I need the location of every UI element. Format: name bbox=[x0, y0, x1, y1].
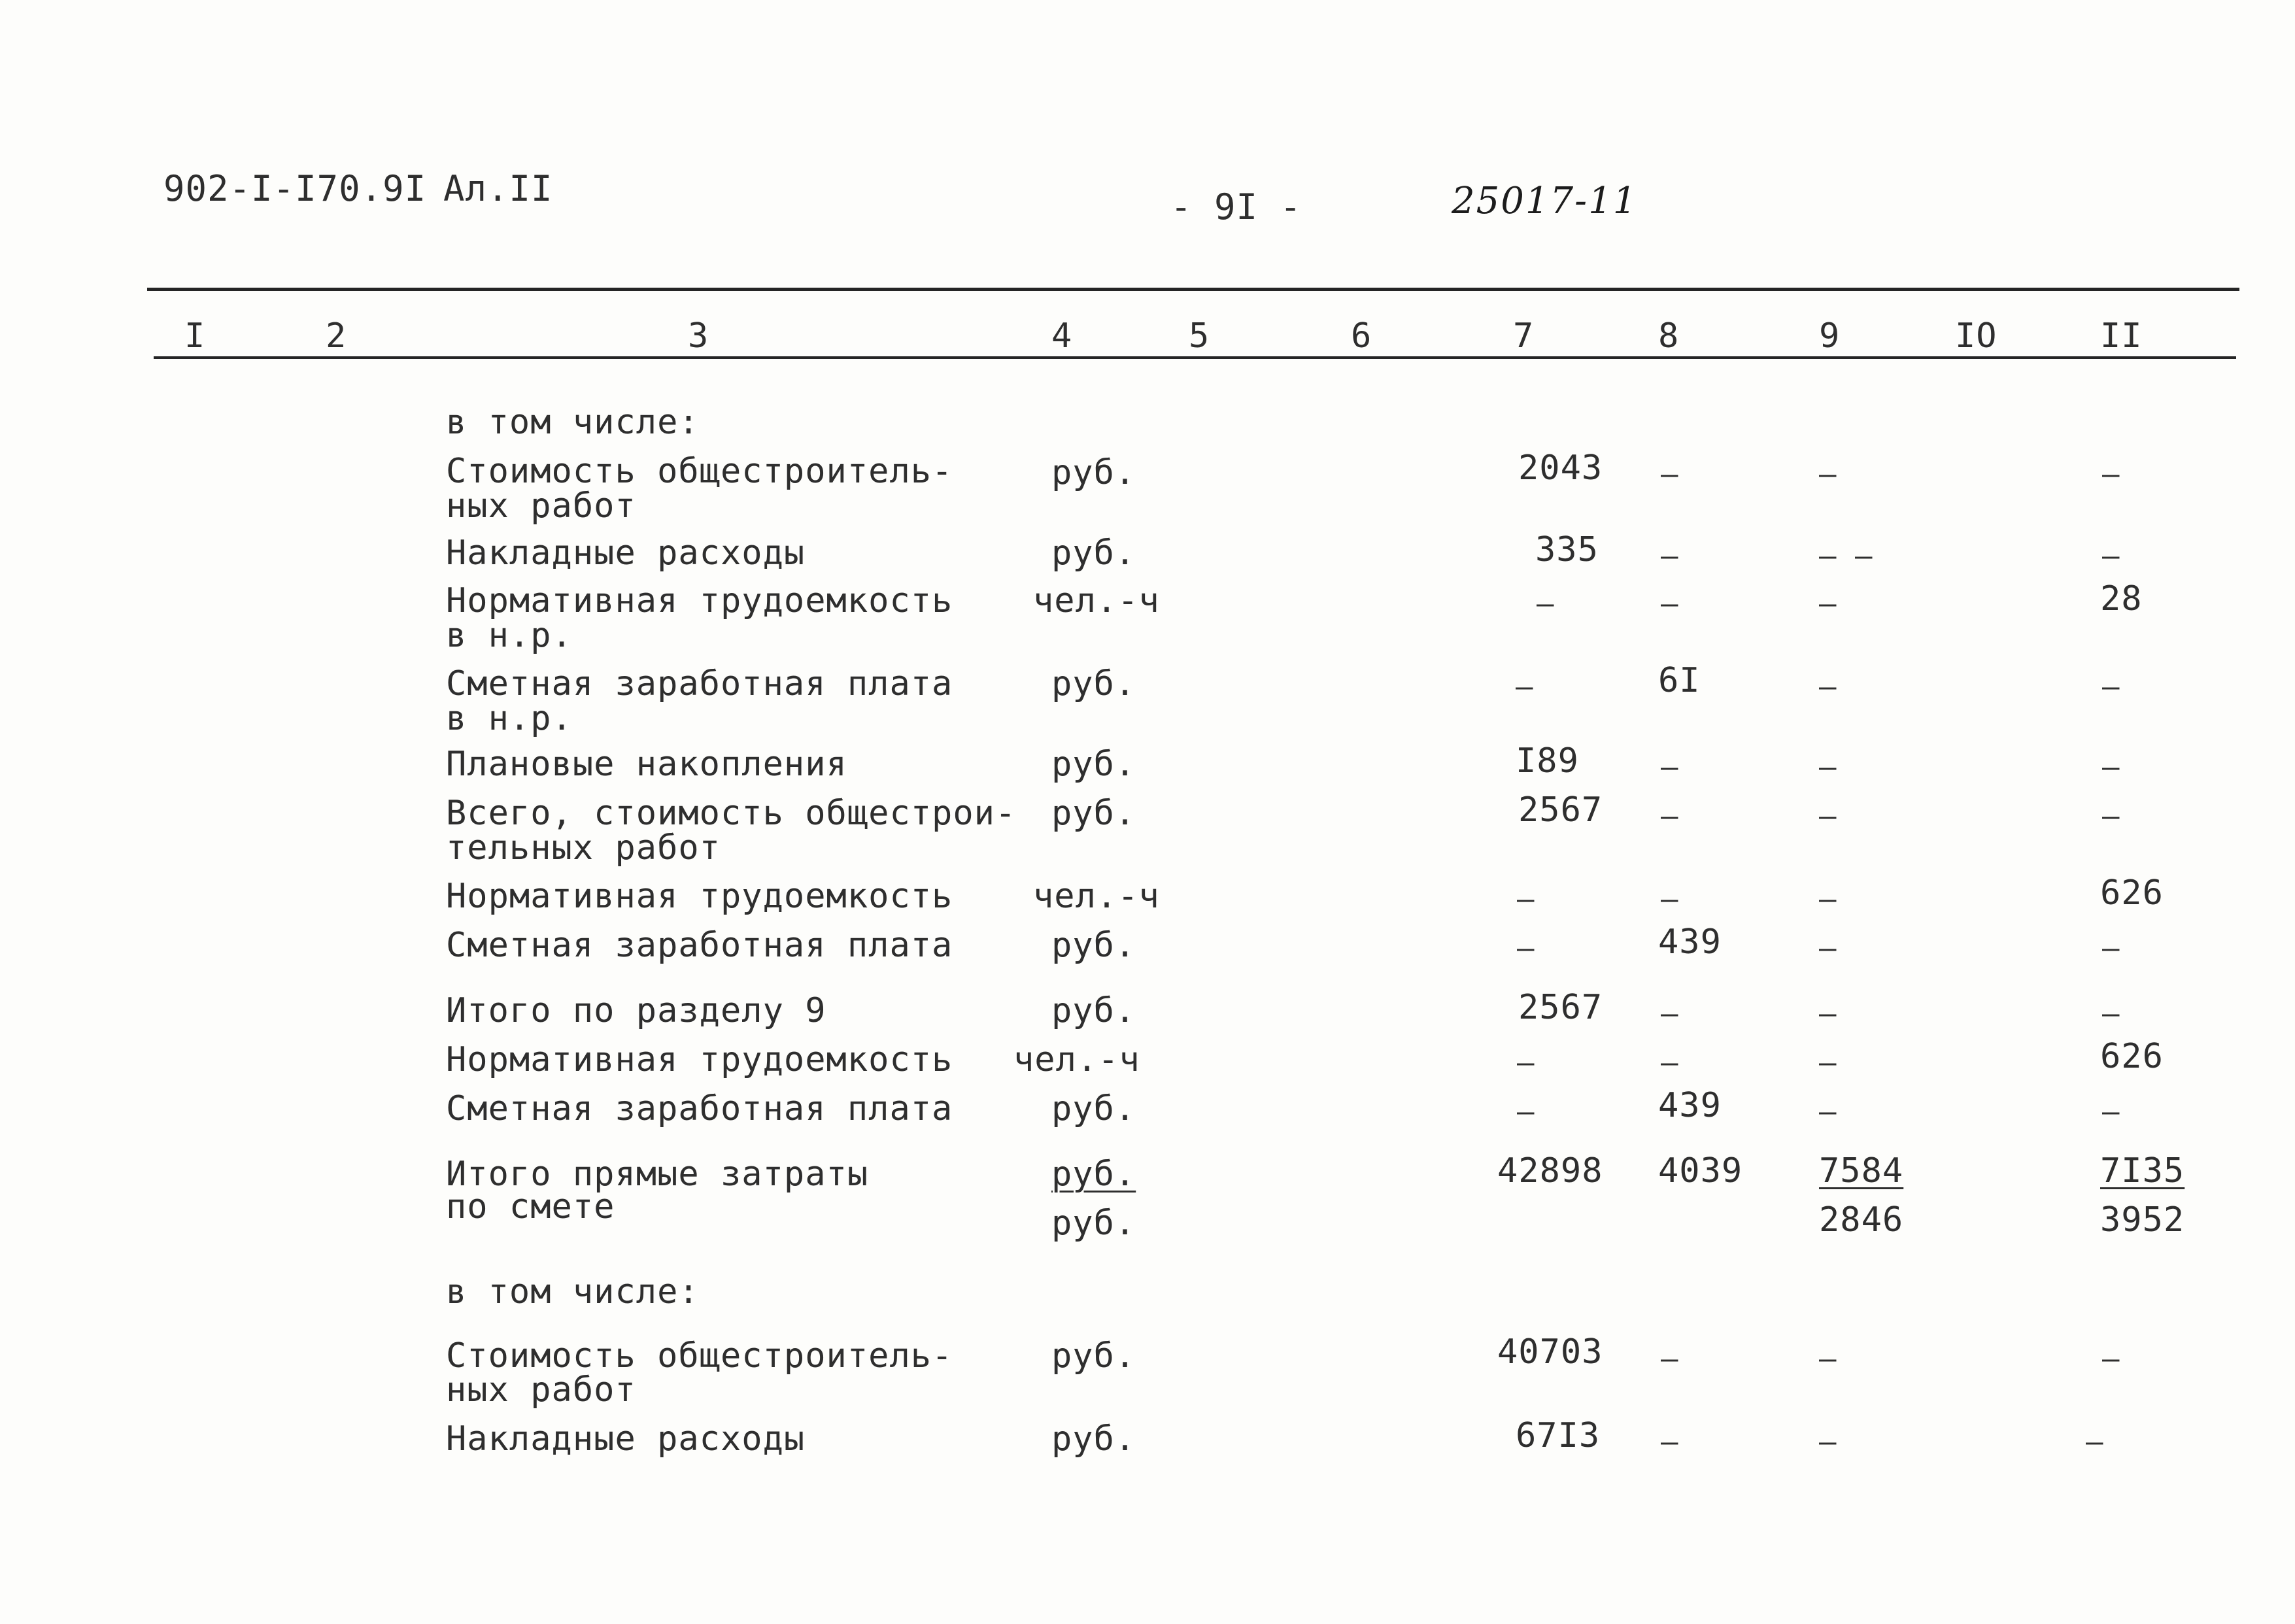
row-label: Стоимость общестроитель- bbox=[446, 452, 953, 491]
row-label: Сметная заработная плата bbox=[446, 926, 953, 965]
row-col8: – bbox=[1661, 458, 1679, 491]
row-col8: 4039 bbox=[1658, 1151, 1743, 1191]
row-col9-secondary: 2846 bbox=[1819, 1200, 1904, 1240]
row-col8: 439 bbox=[1658, 1086, 1722, 1125]
row-col9: – bbox=[1819, 932, 1837, 965]
column-header: 7 bbox=[1513, 316, 1535, 356]
column-header: 2 bbox=[326, 316, 347, 356]
row-col9: – bbox=[1819, 587, 1837, 620]
row-unit: руб. bbox=[1051, 991, 1136, 1030]
row-col9: – bbox=[1819, 1095, 1837, 1128]
row-label: Нормативная трудоемкость bbox=[446, 581, 953, 620]
row-label: Сметная заработная плата bbox=[446, 664, 953, 703]
row-col7: 67I3 bbox=[1516, 1416, 1601, 1455]
row-col11: – bbox=[2102, 932, 2120, 965]
row-col7: 2567 bbox=[1518, 988, 1603, 1027]
row-label: Итого прямые затраты bbox=[446, 1155, 869, 1194]
header-rule bbox=[154, 356, 2236, 359]
row-col9: – bbox=[1819, 997, 1837, 1030]
row-label: Стоимость общестроитель- bbox=[446, 1336, 953, 1376]
row-col8: – bbox=[1661, 539, 1679, 573]
row-label-continued: в н.р. bbox=[446, 699, 573, 738]
column-header: 3 bbox=[688, 316, 709, 356]
row-unit-secondary: руб. bbox=[1051, 1204, 1136, 1243]
row-col9: – – bbox=[1819, 539, 1873, 573]
row-col11: – bbox=[2102, 539, 2120, 573]
row-col7: 2043 bbox=[1518, 448, 1603, 488]
row-label-continued: в н.р. bbox=[446, 616, 573, 655]
row-unit: руб. bbox=[1051, 745, 1136, 784]
row-unit: руб. bbox=[1051, 794, 1136, 833]
column-header: II bbox=[2100, 316, 2143, 356]
column-header: 4 bbox=[1051, 316, 1073, 356]
row-label-continued: тельных работ bbox=[446, 828, 721, 868]
row-col7: – bbox=[1517, 1046, 1535, 1079]
row-label: Нормативная трудоемкость bbox=[446, 877, 953, 916]
row-col11: – bbox=[2102, 751, 2120, 784]
row-unit: руб. bbox=[1051, 664, 1136, 703]
column-header: 8 bbox=[1658, 316, 1680, 356]
row-col9: – bbox=[1819, 1425, 1837, 1459]
row-unit: руб. bbox=[1051, 1155, 1136, 1194]
row-unit: чел.-ч bbox=[1013, 1040, 1140, 1079]
row-label: Всего, стоимость общестрои- bbox=[446, 794, 1017, 833]
row-unit: чел.-ч bbox=[1033, 581, 1160, 620]
row-label: Накладные расходы bbox=[446, 533, 806, 573]
row-col8: – bbox=[1661, 997, 1679, 1030]
row-col11: 626 bbox=[2100, 873, 2164, 913]
row-col7: – bbox=[1516, 670, 1534, 703]
row-col11: 28 bbox=[2100, 579, 2143, 618]
column-header: 5 bbox=[1189, 316, 1210, 356]
column-header: I bbox=[184, 316, 206, 356]
row-col7: – bbox=[1517, 883, 1535, 916]
row-col7: I89 bbox=[1516, 741, 1579, 781]
row-col9: – bbox=[1819, 883, 1837, 916]
row-unit: руб. bbox=[1051, 1336, 1136, 1376]
row-col8: – bbox=[1661, 1342, 1679, 1376]
top-rule bbox=[147, 288, 2239, 291]
row-label: Плановые накопления bbox=[446, 745, 847, 784]
row-col7: 40703 bbox=[1497, 1332, 1603, 1372]
row-label-continued: по смете bbox=[446, 1187, 615, 1226]
row-unit: руб. bbox=[1051, 926, 1136, 965]
row-label: Сметная заработная плата bbox=[446, 1089, 953, 1128]
page-number: - 9I - bbox=[1170, 186, 1302, 228]
handwritten-reference: 25017-11 bbox=[1452, 180, 1638, 222]
row-label-continued: ных работ bbox=[446, 486, 636, 526]
row-label: Нормативная трудоемкость bbox=[446, 1040, 953, 1079]
row-col9: – bbox=[1819, 751, 1837, 784]
row-col7: – bbox=[1537, 587, 1555, 620]
row-unit: руб. bbox=[1051, 533, 1136, 573]
row-col7: – bbox=[1517, 1095, 1535, 1128]
column-header: 9 bbox=[1819, 316, 1841, 356]
row-col8: 439 bbox=[1658, 922, 1722, 962]
row-col9: – bbox=[1819, 458, 1837, 491]
row-col11-secondary: 3952 bbox=[2100, 1200, 2185, 1240]
row-col9: – bbox=[1819, 1342, 1837, 1376]
row-unit: руб. bbox=[1051, 1419, 1136, 1459]
row-col11: – bbox=[2102, 458, 2120, 491]
row-label: Итого по разделу 9 bbox=[446, 991, 826, 1030]
row-label: в том числе: bbox=[446, 1272, 700, 1311]
row-unit: руб. bbox=[1051, 453, 1136, 492]
album-number: Ал.II bbox=[443, 168, 553, 209]
row-col11: – bbox=[2102, 800, 2120, 833]
document-code: 902-I-I70.9I bbox=[163, 168, 427, 209]
row-col8: – bbox=[1661, 800, 1679, 833]
row-col9: – bbox=[1819, 1046, 1837, 1079]
row-col11: – bbox=[2102, 1095, 2120, 1128]
row-col11: 7I35 bbox=[2100, 1151, 2185, 1191]
row-col8: – bbox=[1661, 587, 1679, 620]
row-col8: – bbox=[1661, 1046, 1679, 1079]
row-col9: – bbox=[1819, 800, 1837, 833]
row-col11: – bbox=[2086, 1425, 2104, 1459]
row-label: в том числе: bbox=[446, 403, 700, 442]
row-col7: – bbox=[1517, 932, 1535, 965]
row-unit: чел.-ч bbox=[1033, 877, 1160, 916]
row-label: Накладные расходы bbox=[446, 1419, 806, 1459]
row-col11: – bbox=[2102, 997, 2120, 1030]
row-col9: 7584 bbox=[1819, 1151, 1904, 1191]
row-col8: – bbox=[1661, 1425, 1679, 1459]
row-col7: 2567 bbox=[1518, 790, 1603, 830]
column-header: IO bbox=[1955, 316, 1998, 356]
row-col11: – bbox=[2102, 670, 2120, 703]
row-col7: 335 bbox=[1535, 530, 1599, 569]
row-col11: 626 bbox=[2100, 1037, 2164, 1076]
row-unit: руб. bbox=[1051, 1089, 1136, 1128]
row-col11: – bbox=[2102, 1342, 2120, 1376]
row-col8: 6I bbox=[1658, 661, 1701, 700]
row-col7: 42898 bbox=[1497, 1151, 1603, 1191]
row-label-continued: ных работ bbox=[446, 1370, 636, 1410]
row-col9: – bbox=[1819, 670, 1837, 703]
row-col8: – bbox=[1661, 751, 1679, 784]
row-col8: – bbox=[1661, 883, 1679, 916]
column-header: 6 bbox=[1351, 316, 1372, 356]
